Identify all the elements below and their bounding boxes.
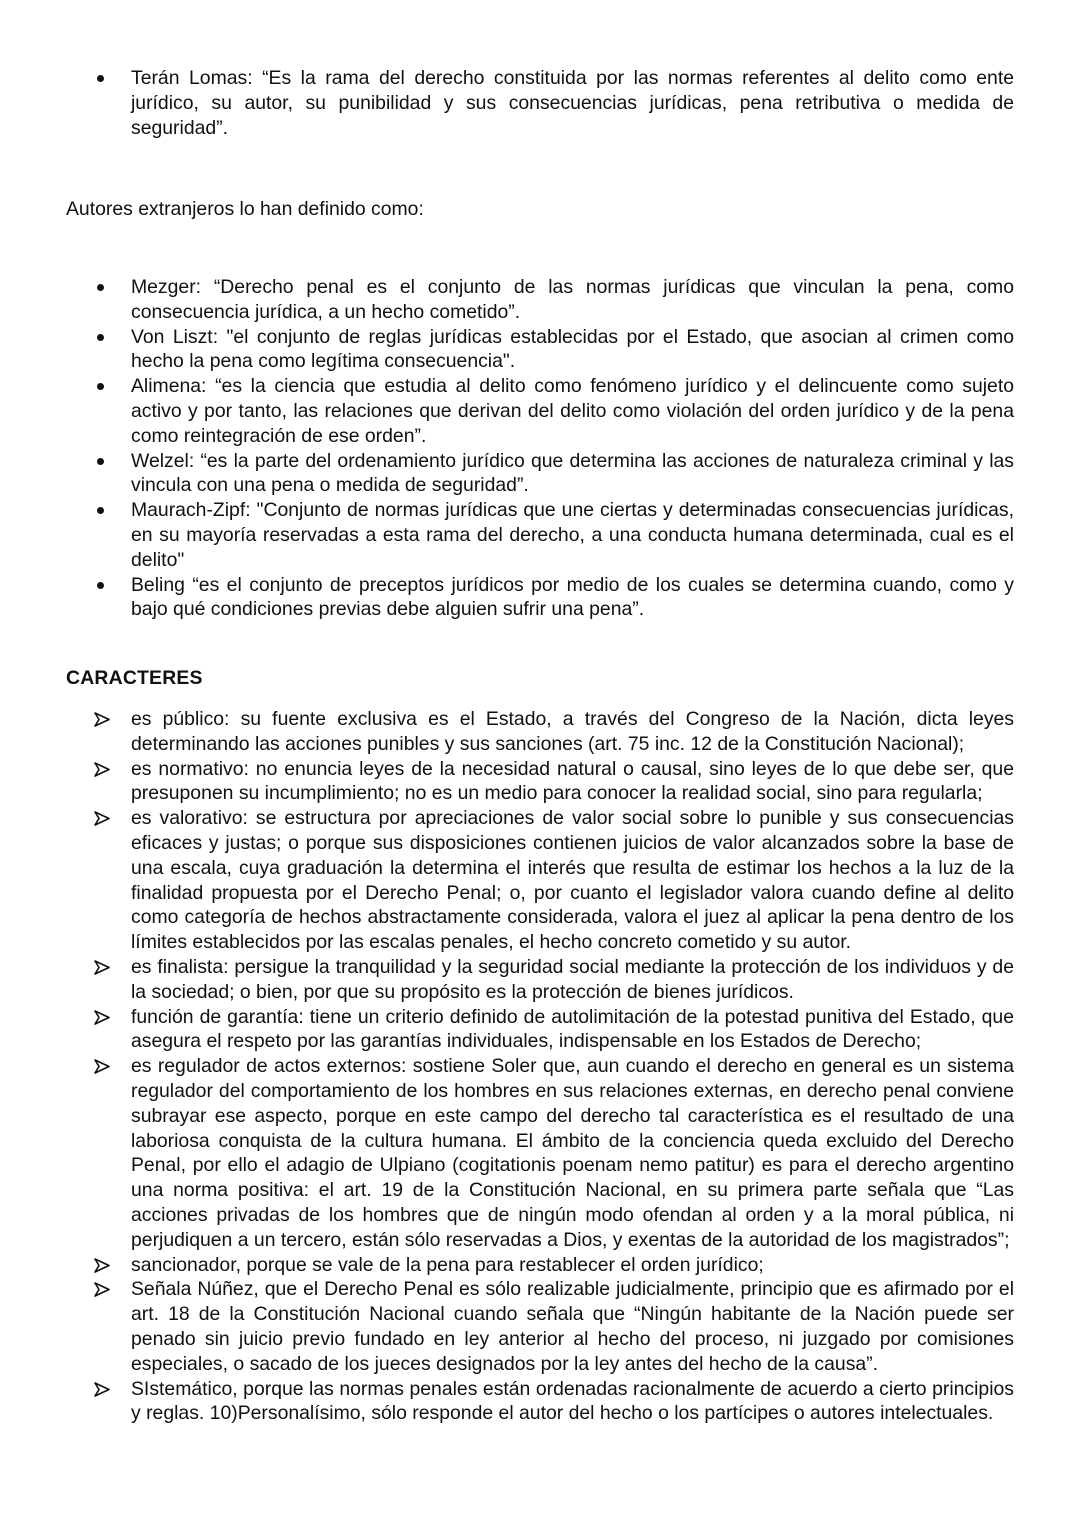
bullet-dot-icon [97,75,104,82]
section-heading: CARACTERES [66,667,203,689]
list-item-text: Alimena: “es la ciencia que estudia al delito como fenómeno jurídico y el delincuente como sujeto activo y por tanto, las relaciones que derivan del delito como violación del orden jurídico y de la pena como reintegración de ese orden”. [131,375,1014,447]
arrow-bullet-icon [94,960,110,975]
arrow-bullet-icon [94,1282,110,1297]
list-item [0,325,1080,375]
list-item-text: es regulador de actos externos: sostiene Soler que, aun cuando el derecho en general es un sistema regulador del comportamiento de los hombres en sus relaciones externas, en derecho penal conviene subrayar ese aspecto, porque en este campo del derecho tal característica es el resultado de una laboriosa conquista de la cultura humana. El ámbito de la conciencia queda excluido del Derecho Penal, por ello el adagio de Ulpiano (cogitationis poenam nemo patitur) es para el derecho argentino una norma positiva: el art. 19 de la Constitución Nacional, en su primera parte señala que “Las acciones privadas de los hombres que de ningún modo ofendan al orden y a la moral pública, ni perjudiquen a un tercero, están sólo reservadas a Dios, y exentas de la autoridad de los magistrados”; [131,1055,1014,1251]
list-item-text: sancionador, porque se vale de la pena para restablecer el orden jurídico; [131,1253,764,1276]
bullet-dot-icon [97,284,104,291]
bullet-dot-icon [97,507,104,514]
list-item-text: función de garantía: tiene un criterio definido de autolimitación de la potestad punitiva del Estado, que asegura el respeto por las garantías individuales, indispensable en los Estados de Derecho; [131,1005,1014,1053]
list-item-text: es valorativo: se estructura por apreciaciones de valor social sobre lo punible y sus consecuencias eficaces y justas; o porque sus disposiciones contienen juicios de valor alcanzados sobre la base de una escala, cuya graduación la determina el interés que resulta de estimar los hechos a la luz de la finalidad propuesta por el Derecho Penal; o, por cuanto el legislador valora cuando define al delito como categoría de hechos abstractamente considerada, valora el juez al aplicar la pena dentro de los límites establecidos por las escalas penales, el hecho concreto cometido y su autor. [131,807,1014,954]
bullet-dot-icon [97,383,104,390]
list-item-text: Maurach-Zipf: "Conjunto de normas jurídicas que une ciertas y determinadas consecuencias jurídicas, en su mayoría reservadas a esta rama del derecho, a una conducta humana determinada, cual es el delito" [131,499,1014,571]
arrow-bullet-icon [94,1258,110,1273]
list-item [0,1253,1080,1278]
list-item [0,806,1080,955]
list-item [0,1005,1080,1055]
list-item-text: Terán Lomas: “Es la rama del derecho constituida por las normas referentes al delito como ente jurídico, su autor, su punibilidad y sus consecuencias jurídicas, pena retributiva o medida de seguridad”. [131,67,1014,139]
list-item [0,498,1080,572]
list-item [0,955,1080,1005]
list-item-text: SIstemático, porque las normas penales están ordenadas racionalmente de acuerdo a cierto principios y reglas. 10)Personalísimo, sólo responde el autor del hecho o los partícipes o autores intelectuales. [131,1377,1014,1425]
list-item-text: es normativo: no enuncia leyes de la necesidad natural o causal, sino leyes de lo que debe ser, que presuponen su incumplimiento; no es un medio para conocer la realidad social, sino para regularla; [131,757,1014,805]
list-item [0,449,1080,499]
list-item-text: Welzel: “es la parte del ordenamiento jurídico que determina las acciones de naturaleza criminal y las vincula con una pena o medida de seguridad”. [131,449,1014,497]
foreign-authors-list [0,275,1080,622]
list-item [0,1277,1080,1376]
list-item-text: Von Liszt: "el conjunto de reglas jurídicas establecidas por el Estado, que asocian al crimen como hecho la pena como legítima consecuencia". [131,325,1014,373]
list-item [0,757,1080,807]
top-definition-list [0,66,1080,140]
list-item-text: es público: su fuente exclusiva es el Estado, a través del Congreso de la Nación, dicta leyes determinando las acciones punibles y sus sanciones (art. 75 inc. 12 de la Constitución Nacional); [131,708,1014,755]
list-item [0,275,1080,325]
list-item-text: Señala Núñez, que el Derecho Penal es sólo realizable judicialmente, principio que es afirmado por el art. 18 de la Constitución Nacional cuando señala que “Ningún habitante de la Nación puede ser penado sin juicio previo fundado en ley anterior al hecho del proceso, ni juzgado por comisiones especiales, o sacado de los jueces designados por la ley antes del hecho de la causa”. [131,1278,1014,1375]
arrow-bullet-icon [94,762,110,777]
caracteres-list [0,707,1080,1426]
list-item [0,707,1080,757]
arrow-bullet-icon [94,811,110,826]
bullet-dot-icon [97,582,104,589]
list-item [0,573,1080,623]
arrow-bullet-icon [94,1382,110,1397]
intro-paragraph: Autores extranjeros lo han definido como: [66,198,424,220]
list-item-text: es finalista: persigue la tranquilidad y la seguridad social mediante la protección de los individuos y de la sociedad; o bien, por que su propósito es la protección de bienes jurídicos. [131,955,1014,1003]
list-item [0,1377,1080,1427]
list-item-text: Mezger: “Derecho penal es el conjunto de las normas jurídicas que vinculan la pena, como consecuencia jurídica, a un hecho cometido”. [131,276,1014,323]
arrow-bullet-icon [94,1059,110,1074]
arrow-bullet-icon [94,1010,110,1025]
bullet-dot-icon [97,334,104,341]
list-item [0,374,1080,448]
list-item [0,66,1080,140]
list-item [0,1054,1080,1252]
bullet-dot-icon [97,458,104,465]
list-item-text: Beling “es el conjunto de preceptos jurídicos por medio de los cuales se determina cuando, como y bajo qué condiciones previas debe alguien sufrir una pena”. [131,573,1014,621]
arrow-bullet-icon [94,712,110,727]
